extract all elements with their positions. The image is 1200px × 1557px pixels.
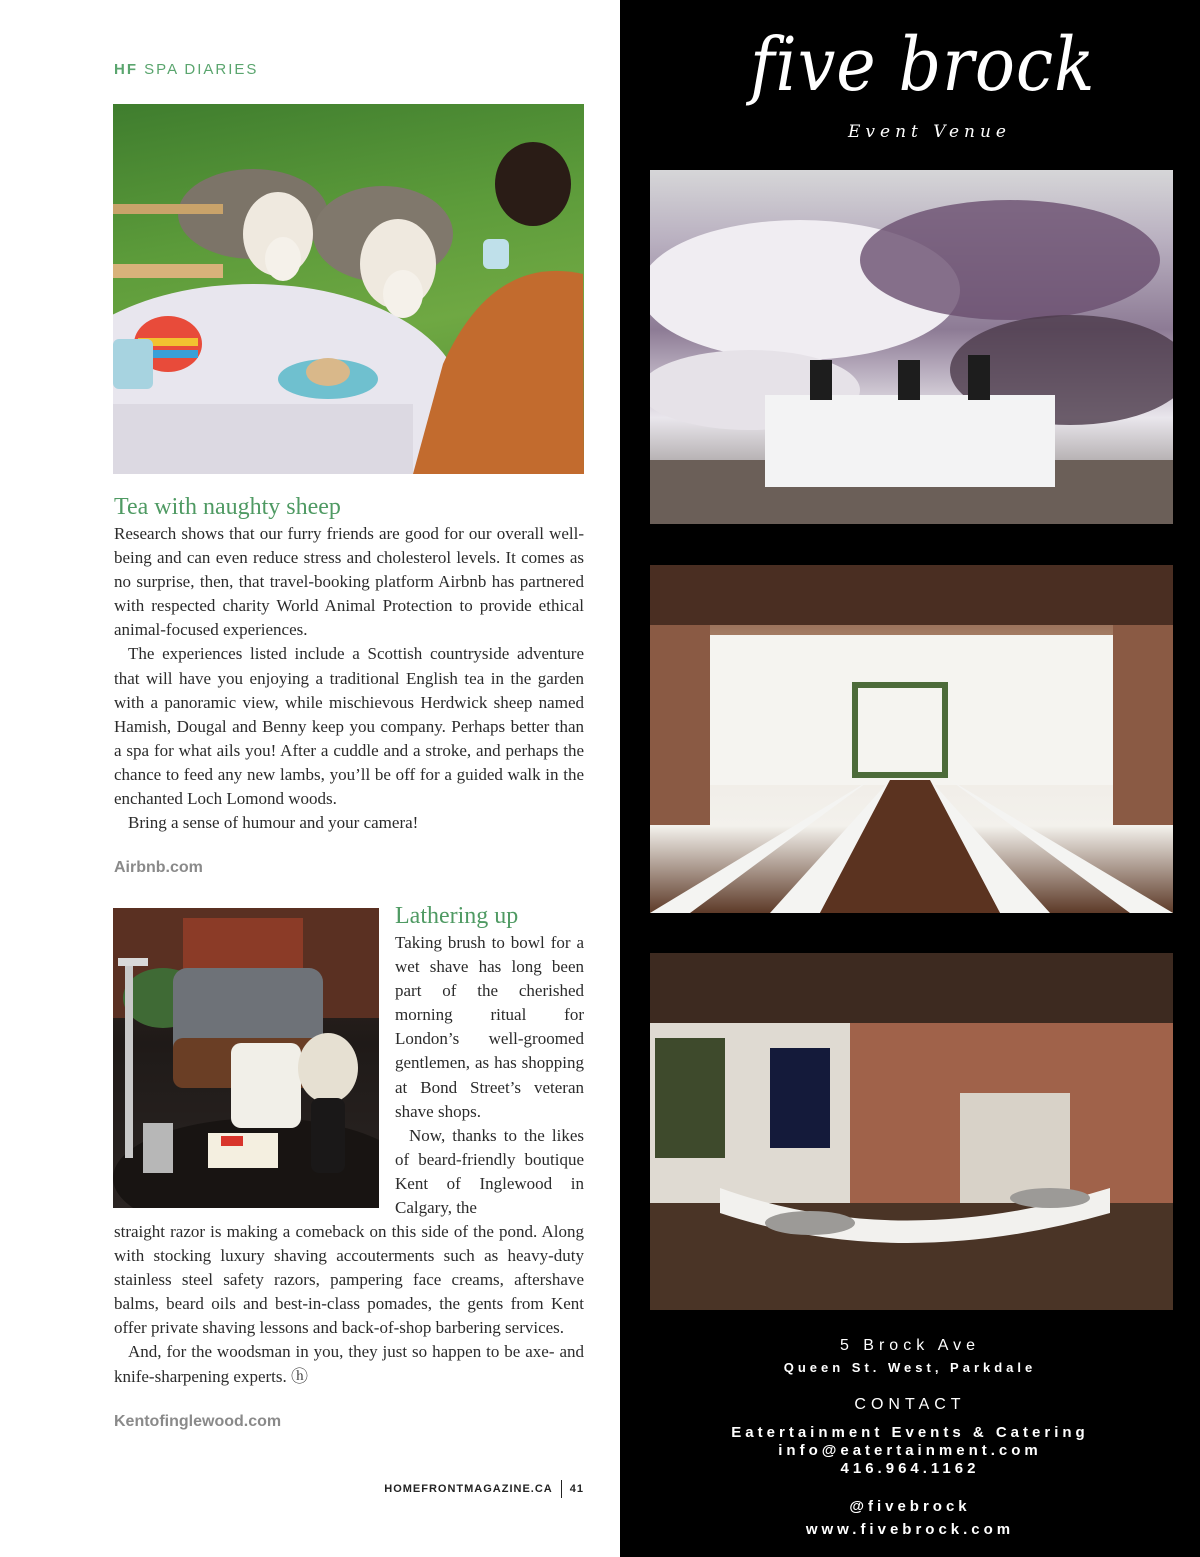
lathering-body-narrow [395,931,584,1220]
venue-wedding-illustration [650,565,1173,913]
ad-address-area: Queen St. West, Parkdale [783,1360,1037,1375]
shaving-kit-photo [113,908,379,1208]
ad-tagline: Event Venue [848,122,1011,142]
ad-contact-heading: CONTACT [854,1396,966,1413]
venue-lounge-photo [650,953,1173,1310]
shaving-kit-illustration [113,908,379,1208]
airbnb-source-link[interactable]: Airbnb.com [114,859,203,876]
kent-source-link[interactable]: Kentofinglewood.com [114,1413,282,1430]
ad-social-handle[interactable]: @fivebrock [849,1498,971,1515]
venue-bar-illustration [650,170,1173,524]
lathering-paragraph-3: And, for the woodsman in you, they just so happen to be axe- and knife-sharpening experts. ⓗ [114,1342,584,1386]
lathering-paragraph-1: Taking brush to bowl for a wet shave has long been part of the cherished morning ritual for London’s well-groomed gentlemen, as has shopping at Bond Street’s veteran shave shops. [395,933,584,1121]
sheep-tea-photo [113,104,584,474]
ad-address-street: 5 Brock Ave [839,1337,981,1354]
footer-site: HOMEFRONTMAGAZINE.CA [384,1483,553,1495]
ad-contact-company: Eatertainment Events & Catering [731,1424,1089,1441]
sheep-headline: Tea with naughty sheep [114,494,341,520]
lathering-paragraph-2-end: straight razor is making a comeback on this side of the pond. Along with stocking luxury shaving accouterments such as heavy-duty stainless steel safety razors, pampering face creams, aftershave balms, beard oils and best-in-class pomades, the gents from Kent offer private shaving lessons and back-of-shop barbering services. [114,1222,584,1338]
ad-website-link[interactable]: www.fivebrock.com [805,1521,1015,1538]
ad-contact-email[interactable]: info@eatertainment.com [778,1442,1042,1459]
footer-divider [561,1480,562,1498]
page-footer [369,1480,584,1498]
venue-wedding-photo [650,565,1173,913]
sheep-tea-illustration [113,104,584,474]
sheep-paragraph-3: Bring a sense of humour and your camera! [128,813,419,833]
five-brock-logo: five brock [750,22,1096,108]
lathering-body-wide [114,1220,584,1389]
five-brock-advertisement [620,0,1200,1557]
sheep-article-body [114,522,584,835]
lathering-paragraph-2-start: Now, thanks to the likes of beard-friendly boutique Kent of Inglewood in Calgary, the [395,1125,584,1218]
ad-contact-phone[interactable]: 416.964.1162 [840,1460,980,1477]
venue-bar-photo [650,170,1173,524]
venue-lounge-illustration [650,953,1173,1310]
kicker-brand: HF [114,61,138,78]
sheep-paragraph-2: The experiences listed include a Scottish countryside adventure that will have you enjoying a traditional English tea in the garden with a panoramic view, while mischievous Herdwick sheep named Hamish, Dougal and Benny keep you company. Perhaps better than a spa for what ails you! After a cuddle and a stroke, and perhaps the chance to feed any new lambs, you’ll be off for a guided walk in the enchanted Loch Lomond woods. [114,644,584,809]
section-kicker [114,61,258,78]
kicker-section: SPA DIARIES [144,61,259,78]
lathering-headline: Lathering up [395,903,519,929]
page-number: 41 [569,1483,584,1495]
sheep-paragraph-1: Research shows that our furry friends are good for our overall well-being and can even reduce stress and cholesterol levels. It comes as no surprise, then, that travel-booking platform Airbnb has partnered with respected charity World Animal Protection to provide ethical animal-focused experiences. [114,524,584,640]
